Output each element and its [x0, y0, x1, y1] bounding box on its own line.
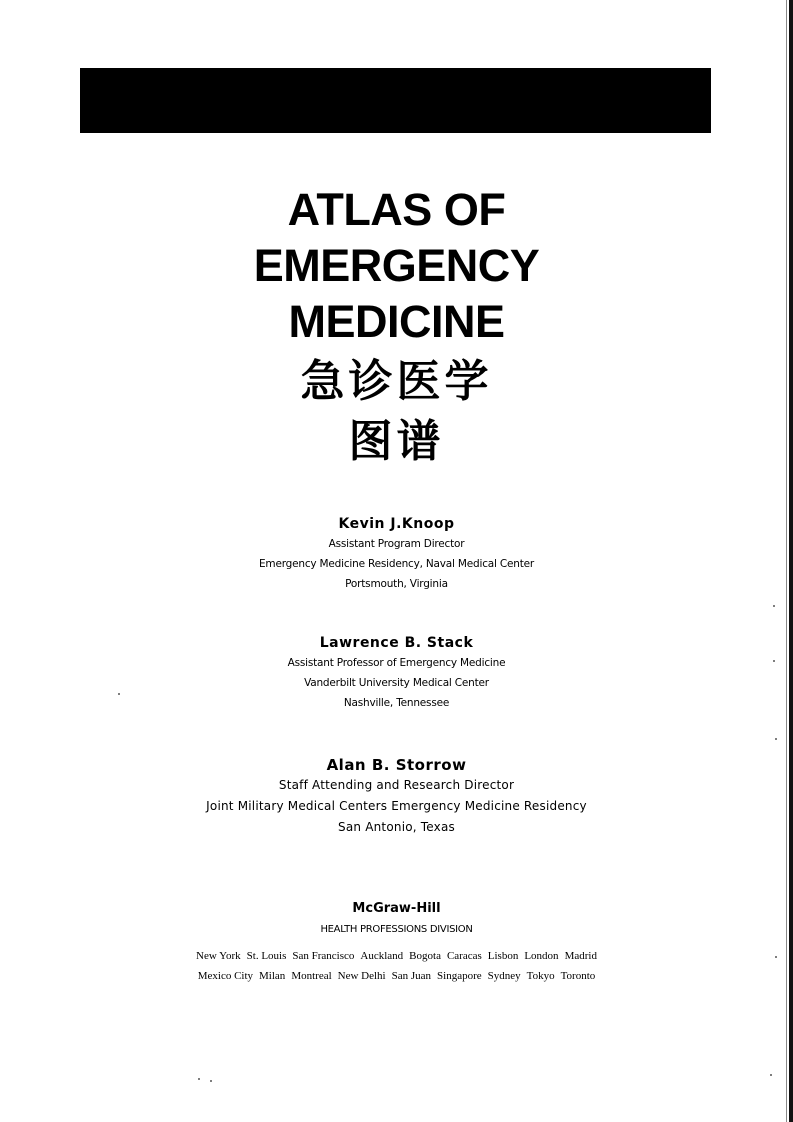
author-title: Assistant Professor of Emergency Medicine — [287, 657, 506, 669]
city-name: Madrid — [564, 950, 597, 962]
title-line-3: MEDICINE — [288, 296, 505, 347]
city-name: Singapore — [437, 970, 482, 982]
publisher-block — [0, 898, 793, 986]
city-name: San Francisco — [292, 950, 355, 962]
author-affiliation: Joint Military Medical Centers Emergency Medicine Residency — [206, 799, 587, 813]
author-block-2 — [0, 633, 793, 713]
author-location: Portsmouth, Virginia — [345, 578, 448, 590]
author-title: Assistant Program Director — [328, 538, 465, 550]
scan-speck — [198, 1078, 200, 1080]
english-title — [0, 182, 793, 350]
city-name: Toronto — [560, 970, 596, 982]
city-list-row-1 — [0, 946, 793, 966]
author-name: Lawrence B. Stack — [319, 635, 474, 651]
publisher-name: McGraw-Hill — [352, 901, 441, 916]
city-name: London — [524, 950, 559, 962]
chinese-title — [0, 352, 793, 472]
chinese-title-line-2: 图谱 — [348, 416, 445, 467]
scan-speck — [210, 1080, 212, 1082]
city-name: Mexico City — [197, 970, 254, 982]
author-name: Kevin J.Knoop — [338, 516, 455, 532]
author-location: San Antonio, Texas — [338, 820, 455, 834]
publisher-division: HEALTH PROFESSIONS DIVISION — [320, 924, 473, 935]
city-name: Sydney — [487, 970, 521, 982]
header-black-bar — [80, 68, 711, 133]
city-list-row-2 — [0, 966, 793, 986]
city-name: St. Louis — [246, 950, 287, 962]
city-name: Montreal — [291, 970, 332, 982]
author-name: Alan B. Storrow — [326, 756, 467, 774]
city-name: New York — [196, 950, 241, 962]
author-block-3 — [0, 755, 793, 838]
city-name: New Delhi — [337, 970, 386, 982]
chinese-title-line-1: 急诊医学 — [300, 356, 493, 407]
scan-speck — [775, 738, 777, 740]
city-name: Lisbon — [487, 950, 519, 962]
author-title: Staff Attending and Research Director — [278, 778, 515, 792]
author-location: Nashville, Tennessee — [343, 697, 450, 709]
scan-speck — [773, 605, 775, 607]
city-name: Caracas — [446, 950, 482, 962]
city-name: Milan — [259, 970, 286, 982]
city-name: Auckland — [360, 950, 404, 962]
city-name: Tokyo — [526, 970, 555, 982]
scan-speck — [770, 1074, 772, 1076]
author-block-1 — [0, 514, 793, 594]
city-name: Bogota — [409, 950, 441, 962]
author-affiliation: Vanderbilt University Medical Center — [304, 677, 489, 689]
title-line-2: EMERGENCY — [253, 240, 540, 291]
scan-speck — [775, 956, 777, 958]
city-name: San Juan — [391, 970, 432, 982]
author-affiliation: Emergency Medicine Residency, Naval Medical Center — [258, 558, 534, 570]
title-line-1: ATLAS OF — [287, 184, 506, 235]
scan-speck — [118, 693, 120, 695]
scan-speck — [773, 660, 775, 662]
